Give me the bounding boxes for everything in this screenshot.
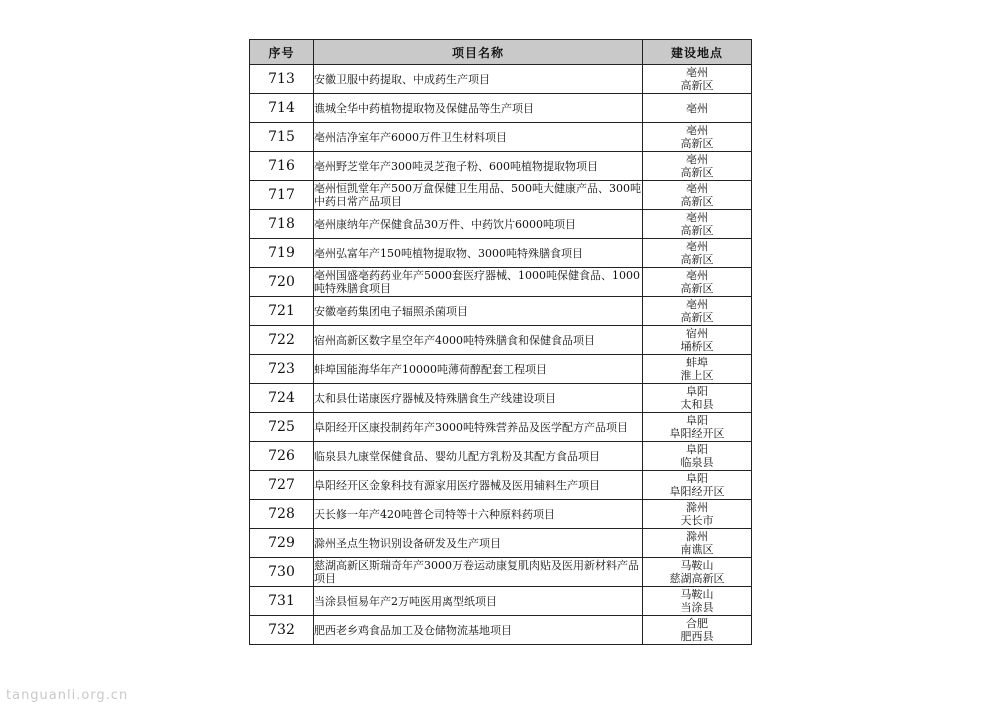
- header-location: 建设地点: [643, 40, 752, 65]
- row-location: [643, 123, 752, 152]
- row-project-name: 当涂县恒易年产2万吨医用离型纸项目: [314, 587, 643, 616]
- row-project-name: 亳州弘富年产150吨植物提取物、3000吨特殊膳食项目: [314, 239, 643, 268]
- location-city: 合肥: [686, 617, 708, 630]
- row-location: [643, 558, 752, 587]
- row-project-name: 亳州国盛亳药药业年产5000套医疗器械、1000吨保健食品、1000吨特殊膳食项目: [314, 268, 643, 297]
- location-city: 阜阳: [686, 443, 708, 456]
- location-district: 高新区: [680, 195, 714, 208]
- location-district: 埇桥区: [680, 340, 714, 353]
- row-seq: 719: [250, 239, 314, 268]
- row-project-name: 天长修一年产420吨普仑司特等十六种原料药项目: [314, 500, 643, 529]
- table-row: [250, 297, 752, 326]
- row-project-name: 亳州恒凯堂年产500万盒保健卫生用品、500吨大健康产品、300吨中药日常产品项目: [314, 182, 641, 208]
- location-city: 亳州: [686, 153, 708, 166]
- row-project-name: 谯城全华中药植物提取物及保健品等生产项目: [314, 94, 643, 123]
- row-seq: 729: [250, 529, 314, 558]
- location-district: 高新区: [680, 253, 714, 266]
- location-district: 慈湖高新区: [669, 572, 725, 585]
- row-location: [643, 355, 752, 384]
- row-seq: 730: [250, 558, 314, 587]
- row-seq: 718: [250, 210, 314, 239]
- location-district: 高新区: [680, 224, 714, 237]
- row-seq: 727: [250, 471, 314, 500]
- location-city: 滁州: [686, 501, 708, 514]
- location-city: 马鞍山: [680, 588, 714, 601]
- row-seq: 722: [250, 326, 314, 355]
- row-location: [643, 239, 752, 268]
- row-seq: 725: [250, 413, 314, 442]
- row-project-name: 阜阳经开区康投制药年产3000吨特殊营养品及医学配方产品项目: [314, 413, 643, 442]
- location-district: 天长市: [680, 514, 714, 527]
- row-location: [643, 384, 752, 413]
- row-location: [643, 65, 752, 94]
- table-row: [250, 210, 752, 239]
- row-project-name: 肥西老乡鸡食品加工及仓储物流基地项目: [314, 616, 643, 645]
- row-project-name: 蚌埠国能海华年产10000吨薄荷醇配套工程项目: [314, 355, 643, 384]
- project-table: [249, 39, 752, 645]
- row-location: [643, 616, 752, 645]
- table-row: [250, 239, 752, 268]
- location-city: 阜阳: [686, 472, 708, 485]
- row-location: [643, 471, 752, 500]
- location-city: 马鞍山: [680, 559, 714, 572]
- table-row: [250, 326, 752, 355]
- row-project-name: 太和县仕诺康医疗器械及特殊膳食生产线建设项目: [314, 384, 643, 413]
- row-location: [643, 500, 752, 529]
- row-project-name: 安徽卫服中药提取、中成药生产项目: [314, 65, 643, 94]
- row-location: [643, 587, 752, 616]
- location-city: 滁州: [686, 530, 708, 543]
- row-seq: 731: [250, 587, 314, 616]
- table-body: [250, 65, 752, 645]
- row-location: [643, 326, 752, 355]
- row-seq: 728: [250, 500, 314, 529]
- table-row: [250, 152, 752, 181]
- location-city: 阜阳: [686, 414, 708, 427]
- location-city: 亳州: [686, 211, 708, 224]
- row-location: [643, 181, 752, 210]
- row-project-name: 安徽亳药集团电子辐照杀菌项目: [314, 297, 643, 326]
- row-location: [643, 442, 752, 471]
- location-city: 宿州: [686, 327, 708, 340]
- table-header-row: [250, 40, 752, 65]
- row-project-name: 亳州野芝堂年产300吨灵芝孢子粉、600吨植物提取物项目: [314, 152, 643, 181]
- table-row: [250, 181, 752, 210]
- location-city: 亳州: [686, 101, 708, 115]
- row-project-name: 宿州高新区数字星空年产4000吨特殊膳食和保健食品项目: [314, 326, 643, 355]
- row-seq: 726: [250, 442, 314, 471]
- location-district: 太和县: [680, 398, 714, 411]
- row-location: [643, 529, 752, 558]
- row-seq: 732: [250, 616, 314, 645]
- table-row: [250, 65, 752, 94]
- location-city: 亳州: [686, 66, 708, 79]
- table-row: [250, 413, 752, 442]
- table-row: [250, 587, 752, 616]
- header-seq: 序号: [250, 40, 314, 65]
- row-seq: 714: [250, 94, 314, 123]
- table-row: [250, 384, 752, 413]
- location-district: 肥西县: [680, 630, 714, 643]
- location-district: 阜阳经开区: [669, 485, 725, 498]
- location-district: 高新区: [680, 79, 714, 92]
- row-project-name: 慈湖高新区斯瑞奇年产3000万卷运动康复肌肉贴及医用新材料产品项目: [314, 558, 643, 587]
- location-district: 高新区: [680, 311, 714, 324]
- row-location: [643, 413, 752, 442]
- row-project-name: 亳州康纳年产保健食品30万件、中药饮片6000吨项目: [314, 210, 643, 239]
- location-city: 亳州: [686, 298, 708, 311]
- location-city: 亳州: [686, 182, 708, 195]
- header-project-name: 项目名称: [314, 40, 643, 65]
- row-seq: 717: [250, 181, 314, 210]
- row-location: [643, 297, 752, 326]
- row-seq: 715: [250, 123, 314, 152]
- row-location: [643, 210, 752, 239]
- location-city: 亳州: [686, 269, 708, 282]
- location-district: 高新区: [680, 166, 714, 179]
- row-seq: 720: [250, 268, 314, 297]
- location-district: 淮上区: [680, 369, 714, 382]
- row-seq: 721: [250, 297, 314, 326]
- location-district: 高新区: [680, 282, 714, 295]
- row-seq: 716: [250, 152, 314, 181]
- location-city: 亳州: [686, 240, 708, 253]
- table-row: [250, 123, 752, 152]
- row-project-name: 亳州洁净室年产6000万件卫生材料项目: [314, 123, 643, 152]
- table-row: [250, 268, 752, 297]
- location-district: 高新区: [680, 137, 714, 150]
- row-seq: 713: [250, 65, 314, 94]
- table-row: [250, 442, 752, 471]
- row-project-name: 临泉县九康堂保健食品、婴幼儿配方乳粉及其配方食品项目: [314, 442, 643, 471]
- table-row: [250, 529, 752, 558]
- watermark-text: tanguanli.org.cn: [6, 688, 129, 703]
- row-location: [643, 152, 752, 181]
- row-seq: 723: [250, 355, 314, 384]
- row-project-name: 阜阳经开区金象科技有源家用医疗器械及医用辅料生产项目: [314, 471, 643, 500]
- location-district: 阜阳经开区: [669, 427, 725, 440]
- table-row: [250, 94, 752, 123]
- row-project-name: 滁州圣点生物识别设备研发及生产项目: [314, 529, 643, 558]
- table-row: [250, 355, 752, 384]
- location-district: 当涂县: [680, 601, 714, 614]
- table-row: [250, 558, 752, 587]
- location-district: 临泉县: [680, 456, 714, 469]
- location-district: 南谯区: [680, 543, 714, 556]
- location-city: 蚌埠: [686, 356, 708, 369]
- table-row: [250, 471, 752, 500]
- row-location: [643, 94, 752, 123]
- row-location: [643, 268, 752, 297]
- row-seq: 724: [250, 384, 314, 413]
- table-row: [250, 616, 752, 645]
- location-city: 亳州: [686, 124, 708, 137]
- location-city: 阜阳: [686, 385, 708, 398]
- table-row: [250, 500, 752, 529]
